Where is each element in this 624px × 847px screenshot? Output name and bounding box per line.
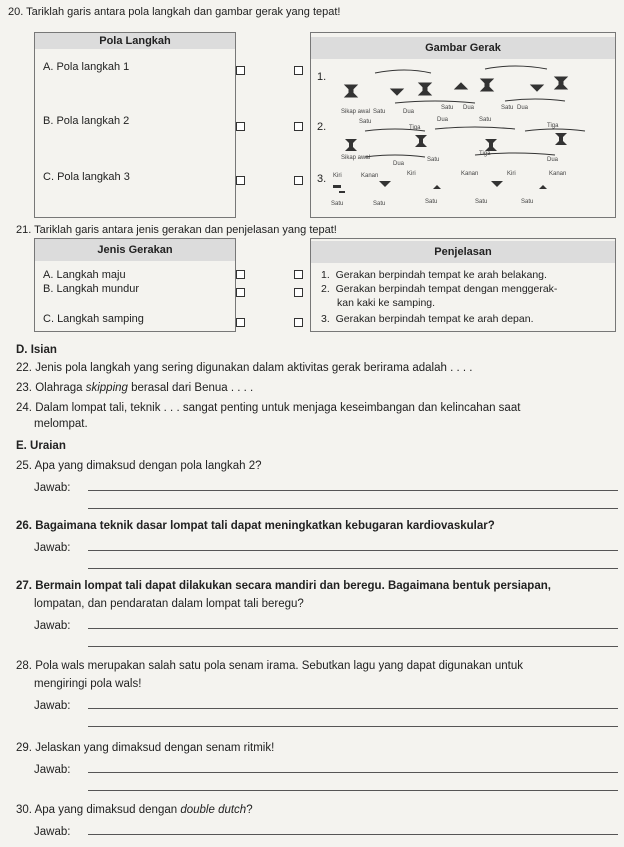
diagram3-label: Satu xyxy=(331,201,344,207)
q21-explanation-1: 1. Gerakan berpindah tempat ke arah belakang. xyxy=(321,269,547,281)
question-22: 22. Jenis pola langkah yang sering digunakan dalam aktivitas gerak berirama adalah . . . . xyxy=(16,362,473,374)
diagram1-label: Dua xyxy=(463,105,475,111)
diagram3-label: Kiri xyxy=(507,171,516,177)
diagram1-label: Satu xyxy=(441,105,454,111)
footprint-icon xyxy=(491,181,503,187)
diagram3-label: Satu xyxy=(373,201,386,207)
q20-left-checkbox-a[interactable] xyxy=(236,66,245,75)
answer-label-30: Jawab: xyxy=(34,826,71,838)
footprint-icon xyxy=(555,133,567,145)
answer-line[interactable] xyxy=(88,834,618,835)
q20-prompt: 20. Tariklah garis antara pola langkah dan gambar gerak yang tepat! xyxy=(8,6,341,18)
answer-line[interactable] xyxy=(88,708,618,709)
diagram3-label: Kanan xyxy=(461,171,479,177)
answer-label-25: Jawab: xyxy=(34,482,71,494)
arrow-icon xyxy=(525,129,585,131)
answer-line[interactable] xyxy=(88,726,618,727)
answer-line[interactable] xyxy=(88,772,618,773)
q20-item-1-number: 1. xyxy=(317,71,327,83)
diagram1-label: Dua xyxy=(403,109,415,115)
question-24: 24. Dalam lompat tali, teknik . . . sangat penting untuk menjaga keseimbangan dan kelincahan saat xyxy=(16,402,521,414)
footprint-icon xyxy=(433,185,441,189)
diagram2-label: Satu xyxy=(479,117,492,123)
q20-right-checkbox-3[interactable] xyxy=(294,176,303,185)
arrow-icon xyxy=(505,99,565,101)
footprint-icon xyxy=(555,77,567,89)
question-26: 26. Bagaimana teknik dasar lompat tali dapat meningkatkan kebugaran kardiovaskular? xyxy=(16,520,495,532)
diagram3-label: Kanan xyxy=(549,171,567,177)
diagram1-label: Dua xyxy=(517,105,529,111)
answer-label-27: Jawab: xyxy=(34,620,71,632)
diagram2-label: Satu xyxy=(359,119,372,125)
footprint-icon xyxy=(345,85,357,97)
footprint-icon xyxy=(531,85,543,91)
q21-left-header: Jenis Gerakan xyxy=(35,239,235,261)
diagram3-label: Satu xyxy=(475,199,488,205)
q20-item-2-number: 2. xyxy=(317,121,327,133)
answer-line[interactable] xyxy=(88,490,618,491)
diagram2-label: Tiga xyxy=(409,125,421,131)
q20-pattern-table xyxy=(34,32,236,218)
diagram2-label: Dua xyxy=(393,161,405,167)
q20-right-checkbox-1[interactable] xyxy=(294,66,303,75)
step-diagram-2 xyxy=(335,125,611,161)
q21-prompt: 21. Tariklah garis antara jenis gerakan dan penjelasan yang tepat! xyxy=(16,224,337,236)
diagram3-label: Kanan xyxy=(361,173,379,179)
q21-left-checkbox-c[interactable] xyxy=(236,318,245,327)
q21-right-checkbox-3[interactable] xyxy=(294,318,303,327)
arrow-icon xyxy=(365,129,425,131)
q21-left-checkbox-a[interactable] xyxy=(236,270,245,279)
diagram3-label: Satu xyxy=(521,199,534,205)
footprint-icon xyxy=(339,191,345,193)
q20-right-header: Gambar Gerak xyxy=(311,37,615,59)
arrow-icon xyxy=(365,155,425,157)
step-diagram-1 xyxy=(335,63,611,107)
diagram2-label: Sikap awal xyxy=(341,155,371,161)
diagram2-label: Dua xyxy=(547,157,559,163)
q21-right-checkbox-1[interactable] xyxy=(294,270,303,279)
q20-left-checkbox-b[interactable] xyxy=(236,122,245,131)
q21-right-header: Penjelasan xyxy=(311,241,615,263)
footprint-icon xyxy=(419,83,431,95)
footprint-icon xyxy=(485,139,497,151)
question-27: 27. Bermain lompat tali dapat dilakukan secara mandiri dan beregu. Bagaimana bentuk persiapan, xyxy=(16,580,551,592)
diagram3-label: Kiri xyxy=(333,173,342,179)
q20-movement-table xyxy=(310,32,616,218)
diagram1-label: Satu xyxy=(501,105,514,111)
answer-label-26: Jawab: xyxy=(34,542,71,554)
question-28: 28. Pola wals merupakan salah satu pola senam irama. Sebutkan lagu yang dapat digunakan untuk xyxy=(16,660,523,672)
q21-left-checkbox-b[interactable] xyxy=(236,288,245,297)
q21-explanation-3: 3. Gerakan berpindah tempat ke arah depan. xyxy=(321,313,534,325)
question-25: 25. Apa yang dimaksud dengan pola langkah 2? xyxy=(16,460,262,472)
q21-movement-type-table xyxy=(34,238,236,332)
answer-label-28: Jawab: xyxy=(34,700,71,712)
diagram2-label: Tiga xyxy=(547,123,559,129)
question-27-cont: lompatan, dan pendaratan dalam lompat tali beregu? xyxy=(34,598,304,610)
q21-right-checkbox-2[interactable] xyxy=(294,288,303,297)
footprint-icon xyxy=(379,181,391,187)
section-d-heading: D. Isian xyxy=(16,344,57,356)
q20-left-header: Pola Langkah xyxy=(35,33,235,49)
footprint-icon xyxy=(481,79,493,91)
q20-item-3-number: 3. xyxy=(317,173,327,185)
footprint-icon xyxy=(539,185,547,189)
footprint-icon xyxy=(391,89,403,95)
q20-row-c: C. Pola langkah 3 xyxy=(43,171,130,183)
answer-line[interactable] xyxy=(88,508,618,509)
diagram2-label: Dua xyxy=(437,117,449,123)
q20-left-checkbox-c[interactable] xyxy=(236,176,245,185)
question-30: 30. Apa yang dimaksud dengan double dutch? xyxy=(16,804,253,816)
q20-row-a: A. Pola langkah 1 xyxy=(43,61,130,73)
answer-line[interactable] xyxy=(88,646,618,647)
question-28-cont: mengiringi pola wals! xyxy=(34,678,142,690)
answer-line[interactable] xyxy=(88,568,618,569)
footprint-icon xyxy=(415,135,427,147)
footprint-icon xyxy=(455,83,467,89)
q21-explanation-2-cont: kan kaki ke samping. xyxy=(337,297,436,309)
arrow-icon xyxy=(435,127,515,129)
section-e-heading: E. Uraian xyxy=(16,440,66,452)
q21-row-c: C. Langkah samping xyxy=(43,313,144,325)
arrow-icon xyxy=(375,70,431,73)
answer-line[interactable] xyxy=(88,628,618,629)
answer-line[interactable] xyxy=(88,790,618,791)
q21-explanation-table xyxy=(310,238,616,332)
arrow-icon xyxy=(485,66,547,69)
answer-label-29: Jawab: xyxy=(34,764,71,776)
footprint-icon xyxy=(333,185,341,188)
diagram3-label: Kiri xyxy=(407,171,416,177)
footprint-icon xyxy=(345,139,357,151)
q21-row-b: B. Langkah mundur xyxy=(43,283,140,295)
diagram1-label: Sikap awal xyxy=(341,109,371,115)
q20-right-checkbox-2[interactable] xyxy=(294,122,303,131)
diagram2-label: Tiga xyxy=(479,151,491,157)
q21-explanation-2: 2. Gerakan berpindah tempat dengan menggerak- xyxy=(321,283,558,295)
step-diagram-3 xyxy=(325,179,601,199)
arrow-icon xyxy=(395,101,475,103)
q21-row-a: A. Langkah maju xyxy=(43,269,126,281)
answer-line[interactable] xyxy=(88,550,618,551)
diagram3-label: Satu xyxy=(425,199,438,205)
q20-row-b: B. Pola langkah 2 xyxy=(43,115,130,127)
diagram2-label: Satu xyxy=(427,157,440,163)
question-29: 29. Jelaskan yang dimaksud dengan senam ritmik! xyxy=(16,742,275,754)
question-24-cont: melompat. xyxy=(34,418,88,430)
diagram1-label: Satu xyxy=(373,109,386,115)
question-23: 23. Olahraga skipping berasal dari Benua . . . . xyxy=(16,382,254,394)
